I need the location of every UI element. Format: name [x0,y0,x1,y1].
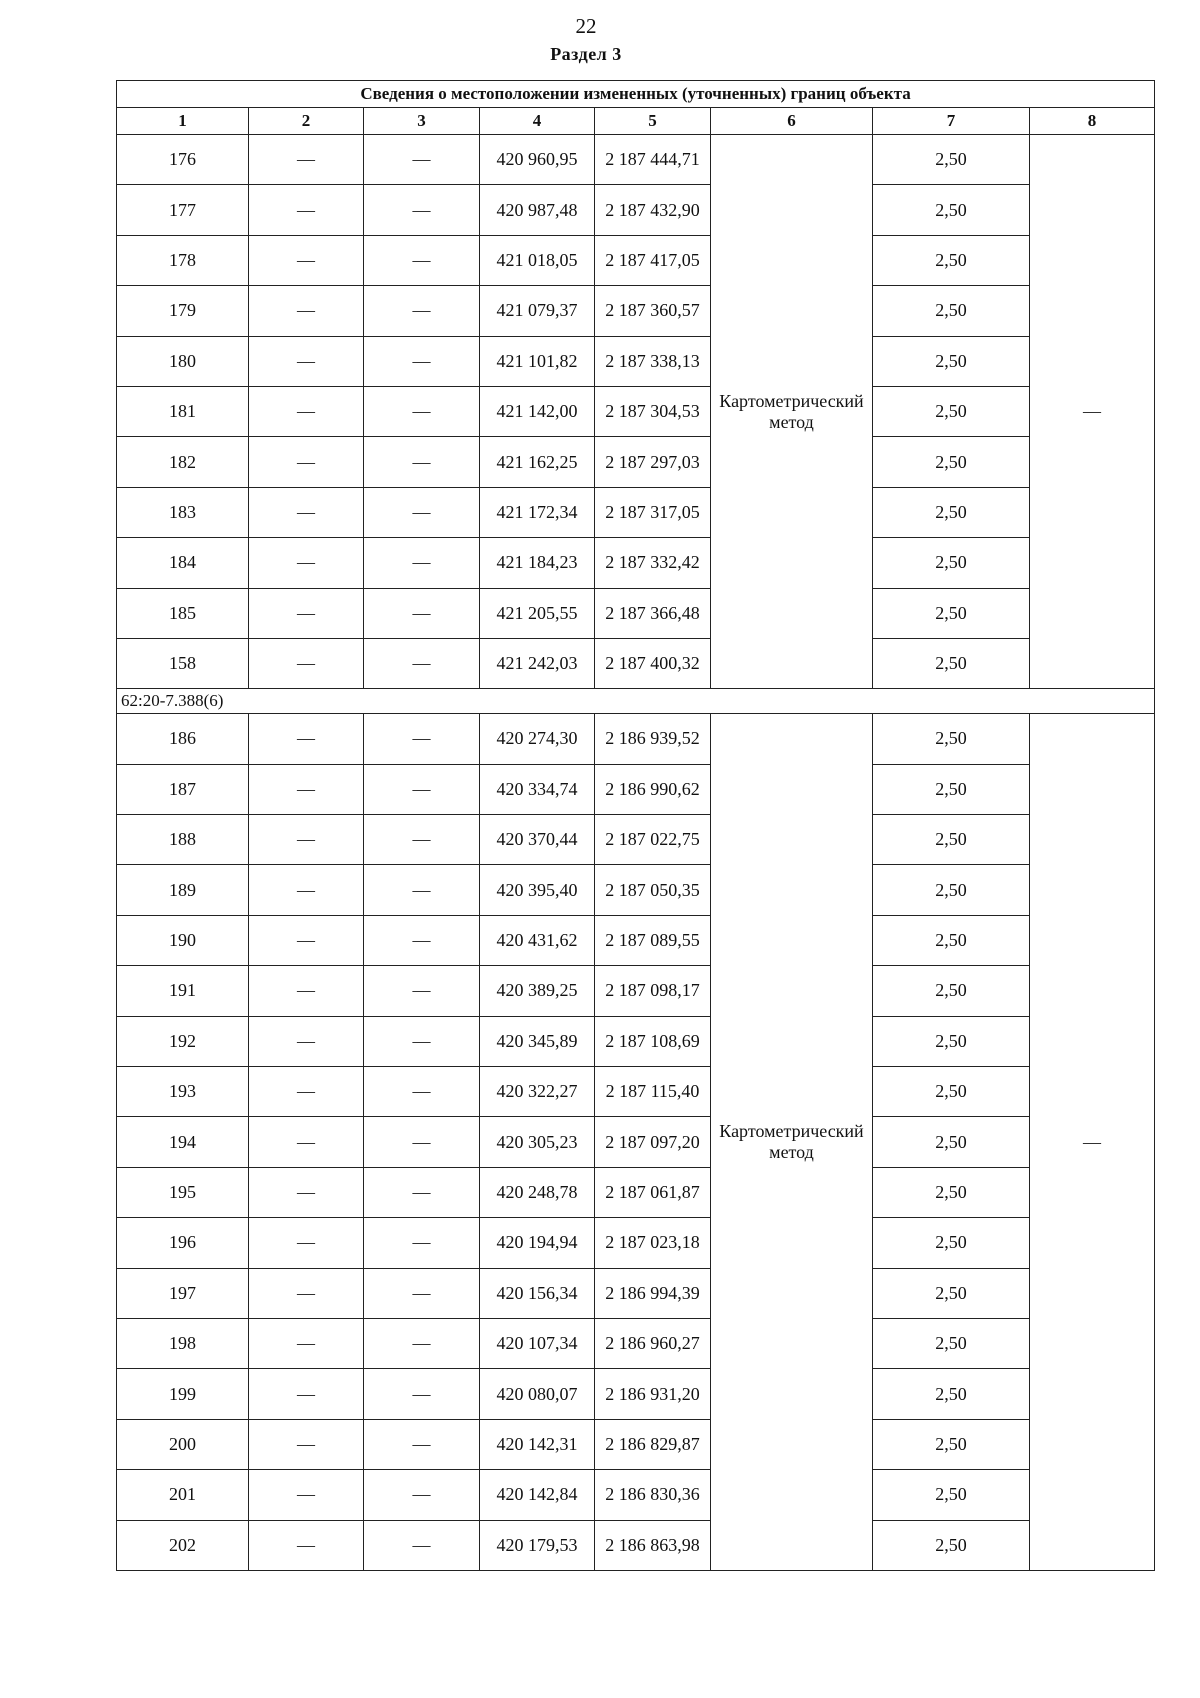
dash-cell: — [364,815,480,865]
point-number: 191 [117,966,249,1016]
precision-value: 2,50 [873,815,1030,865]
table-row [117,437,1155,487]
dash-cell: — [364,588,480,638]
coordinate-y: 2 187 360,57 [595,286,711,336]
point-number: 182 [117,437,249,487]
dash-cell: — [249,1067,364,1117]
dash-cell: — [364,1117,480,1167]
table-row [117,1067,1155,1117]
coordinate-y: 2 187 023,18 [595,1218,711,1268]
coordinate-x: 421 162,25 [480,437,595,487]
dash-cell: — [249,764,364,814]
dash-cell: — [249,185,364,235]
coordinate-y: 2 186 994,39 [595,1268,711,1318]
column-number: 2 [249,108,364,135]
precision-value: 2,50 [873,235,1030,285]
table-row [117,135,1155,185]
precision-value: 2,50 [873,1218,1030,1268]
dash-cell: — [249,865,364,915]
table-row [117,185,1155,235]
precision-value: 2,50 [873,714,1030,764]
coordinate-x: 420 334,74 [480,764,595,814]
table-row [117,1117,1155,1167]
precision-value: 2,50 [873,185,1030,235]
coordinate-y: 2 186 829,87 [595,1419,711,1469]
dash-cell: — [249,588,364,638]
coordinate-x: 420 142,84 [480,1470,595,1520]
precision-value: 2,50 [873,865,1030,915]
column-8-cell: — [1030,714,1155,1571]
dash-cell: — [249,487,364,537]
coordinate-x: 420 248,78 [480,1167,595,1217]
column-number: 5 [595,108,711,135]
coordinate-y: 2 187 108,69 [595,1016,711,1066]
coordinate-x: 420 389,25 [480,966,595,1016]
dash-cell: — [249,1470,364,1520]
coordinate-x: 420 156,34 [480,1268,595,1318]
dash-cell: — [364,1167,480,1217]
boundary-points-table [116,80,1155,1571]
dash-cell: — [364,135,480,185]
dash-cell: — [249,815,364,865]
point-number: 192 [117,1016,249,1066]
coordinate-y: 2 187 444,71 [595,135,711,185]
point-number: 195 [117,1167,249,1217]
dash-cell: — [364,286,480,336]
point-number: 176 [117,135,249,185]
dash-cell: — [249,638,364,688]
dash-cell: — [249,235,364,285]
precision-value: 2,50 [873,437,1030,487]
coordinate-y: 2 187 050,35 [595,865,711,915]
dash-cell: — [249,286,364,336]
coordinate-y: 2 187 332,42 [595,538,711,588]
dash-cell: — [249,915,364,965]
precision-value: 2,50 [873,1419,1030,1469]
coordinate-y: 2 186 939,52 [595,714,711,764]
column-number: 7 [873,108,1030,135]
dash-cell: — [249,1016,364,1066]
point-number: 200 [117,1419,249,1469]
coordinate-x: 421 142,00 [480,386,595,436]
point-number: 181 [117,386,249,436]
point-number: 197 [117,1268,249,1318]
dash-cell: — [364,1218,480,1268]
dash-cell: — [249,538,364,588]
point-number: 198 [117,1318,249,1368]
point-number: 199 [117,1369,249,1419]
dash-cell: — [249,1419,364,1469]
dash-cell: — [249,1520,364,1570]
table-row [117,815,1155,865]
coordinate-x: 420 107,34 [480,1318,595,1368]
precision-value: 2,50 [873,1268,1030,1318]
dash-cell: — [364,235,480,285]
precision-value: 2,50 [873,588,1030,638]
point-number: 189 [117,865,249,915]
table-row [117,915,1155,965]
dash-cell: — [249,336,364,386]
point-number: 179 [117,286,249,336]
table-row [117,764,1155,814]
coordinate-x: 421 205,55 [480,588,595,638]
dash-cell: — [249,1167,364,1217]
column-8-cell: — [1030,135,1155,689]
point-number: 184 [117,538,249,588]
table-row [117,638,1155,688]
table-row [117,588,1155,638]
coordinate-y: 2 186 830,36 [595,1470,711,1520]
point-number: 196 [117,1218,249,1268]
dash-cell: — [249,714,364,764]
coordinate-y: 2 186 990,62 [595,764,711,814]
dash-cell: — [364,185,480,235]
dash-cell: — [249,135,364,185]
precision-value: 2,50 [873,764,1030,814]
coordinate-x: 420 142,31 [480,1419,595,1469]
point-number: 188 [117,815,249,865]
page-number: 22 [575,14,597,38]
coordinate-y: 2 186 863,98 [595,1520,711,1570]
column-number: 3 [364,108,480,135]
section-title: Раздел 3 [550,44,622,64]
table-row [117,1470,1155,1520]
coordinate-y: 2 187 061,87 [595,1167,711,1217]
precision-value: 2,50 [873,1470,1030,1520]
table-body [117,135,1155,1571]
table-row [117,286,1155,336]
dash-cell: — [249,1318,364,1368]
precision-value: 2,50 [873,487,1030,537]
precision-value: 2,50 [873,538,1030,588]
coordinate-y: 2 186 960,27 [595,1318,711,1368]
coordinate-y: 2 187 022,75 [595,815,711,865]
coordinate-x: 420 179,53 [480,1520,595,1570]
dash-cell: — [249,437,364,487]
dash-cell: — [364,915,480,965]
table-row [117,865,1155,915]
coordinate-x: 421 079,37 [480,286,595,336]
dash-cell: — [364,714,480,764]
coordinate-y: 2 187 338,13 [595,336,711,386]
table-row [117,1318,1155,1368]
dash-cell: — [364,1419,480,1469]
precision-value: 2,50 [873,336,1030,386]
column-number: 6 [711,108,873,135]
column-number: 1 [117,108,249,135]
table-caption: Сведения о местоположении измененных (уточненных) границ объекта [117,81,1155,108]
dash-cell: — [364,336,480,386]
precision-value: 2,50 [873,386,1030,436]
coordinate-y: 2 187 417,05 [595,235,711,285]
dash-cell: — [364,386,480,436]
point-number: 183 [117,487,249,537]
coordinate-y: 2 187 089,55 [595,915,711,965]
group-label-row [117,689,1155,714]
dash-cell: — [249,1369,364,1419]
table-row [117,538,1155,588]
coordinate-y: 2 187 304,53 [595,386,711,436]
column-number: 4 [480,108,595,135]
coordinate-x: 420 395,40 [480,865,595,915]
dash-cell: — [364,1520,480,1570]
dash-cell: — [364,1067,480,1117]
coordinate-y: 2 187 098,17 [595,966,711,1016]
dash-cell: — [364,538,480,588]
precision-value: 2,50 [873,966,1030,1016]
table-row [117,235,1155,285]
precision-value: 2,50 [873,1369,1030,1419]
dash-cell: — [249,1268,364,1318]
precision-value: 2,50 [873,1117,1030,1167]
dash-cell: — [249,966,364,1016]
coordinate-x: 421 172,34 [480,487,595,537]
table-row [117,714,1155,764]
point-number: 158 [117,638,249,688]
table-row [117,386,1155,436]
dash-cell: — [249,1218,364,1268]
precision-value: 2,50 [873,1016,1030,1066]
coordinate-y: 2 187 115,40 [595,1067,711,1117]
coordinate-x: 420 305,23 [480,1117,595,1167]
coordinate-x: 421 184,23 [480,538,595,588]
table-row [117,1218,1155,1268]
dash-cell: — [364,638,480,688]
point-number: 193 [117,1067,249,1117]
precision-value: 2,50 [873,1067,1030,1117]
dash-cell: — [364,437,480,487]
table-row [117,966,1155,1016]
table-row [117,1419,1155,1469]
point-number: 187 [117,764,249,814]
coordinate-x: 420 274,30 [480,714,595,764]
dash-cell: — [364,1268,480,1318]
table-row [117,1167,1155,1217]
table-row [117,1369,1155,1419]
precision-value: 2,50 [873,638,1030,688]
dash-cell: — [364,865,480,915]
coordinate-x: 421 101,82 [480,336,595,386]
precision-value: 2,50 [873,1167,1030,1217]
point-number: 201 [117,1470,249,1520]
coordinate-y: 2 187 097,20 [595,1117,711,1167]
table-row [117,1520,1155,1570]
point-number: 194 [117,1117,249,1167]
column-number: 8 [1030,108,1155,135]
table-row [117,1016,1155,1066]
dash-cell: — [364,487,480,537]
point-number: 190 [117,915,249,965]
precision-value: 2,50 [873,1520,1030,1570]
coordinate-x: 420 080,07 [480,1369,595,1419]
point-number: 178 [117,235,249,285]
coordinate-y: 2 187 400,32 [595,638,711,688]
point-number: 177 [117,185,249,235]
precision-value: 2,50 [873,286,1030,336]
coordinate-y: 2 187 297,03 [595,437,711,487]
dash-cell: — [364,1470,480,1520]
dash-cell: — [364,1369,480,1419]
coordinate-y: 2 187 366,48 [595,588,711,638]
method-cell: Картометрический метод [711,714,873,1571]
coordinate-x: 420 345,89 [480,1016,595,1066]
table-row [117,1268,1155,1318]
dash-cell: — [249,1117,364,1167]
coordinate-y: 2 187 317,05 [595,487,711,537]
precision-value: 2,50 [873,135,1030,185]
coordinate-y: 2 187 432,90 [595,185,711,235]
method-cell: Картометрический метод [711,135,873,689]
point-number: 180 [117,336,249,386]
point-number: 202 [117,1520,249,1570]
coordinate-x: 420 987,48 [480,185,595,235]
point-number: 185 [117,588,249,638]
coordinate-x: 420 194,94 [480,1218,595,1268]
dash-cell: — [364,966,480,1016]
coordinate-x: 421 018,05 [480,235,595,285]
coordinate-x: 421 242,03 [480,638,595,688]
point-number: 186 [117,714,249,764]
dash-cell: — [364,764,480,814]
table-row [117,487,1155,537]
dash-cell: — [364,1318,480,1368]
table-row [117,336,1155,386]
precision-value: 2,50 [873,915,1030,965]
dash-cell: — [364,1016,480,1066]
coordinate-x: 420 960,95 [480,135,595,185]
coordinate-x: 420 431,62 [480,915,595,965]
coordinate-x: 420 322,27 [480,1067,595,1117]
coordinate-y: 2 186 931,20 [595,1369,711,1419]
dash-cell: — [249,386,364,436]
precision-value: 2,50 [873,1318,1030,1368]
group-label: 62:20-7.388(6) [117,689,1155,714]
coordinate-x: 420 370,44 [480,815,595,865]
